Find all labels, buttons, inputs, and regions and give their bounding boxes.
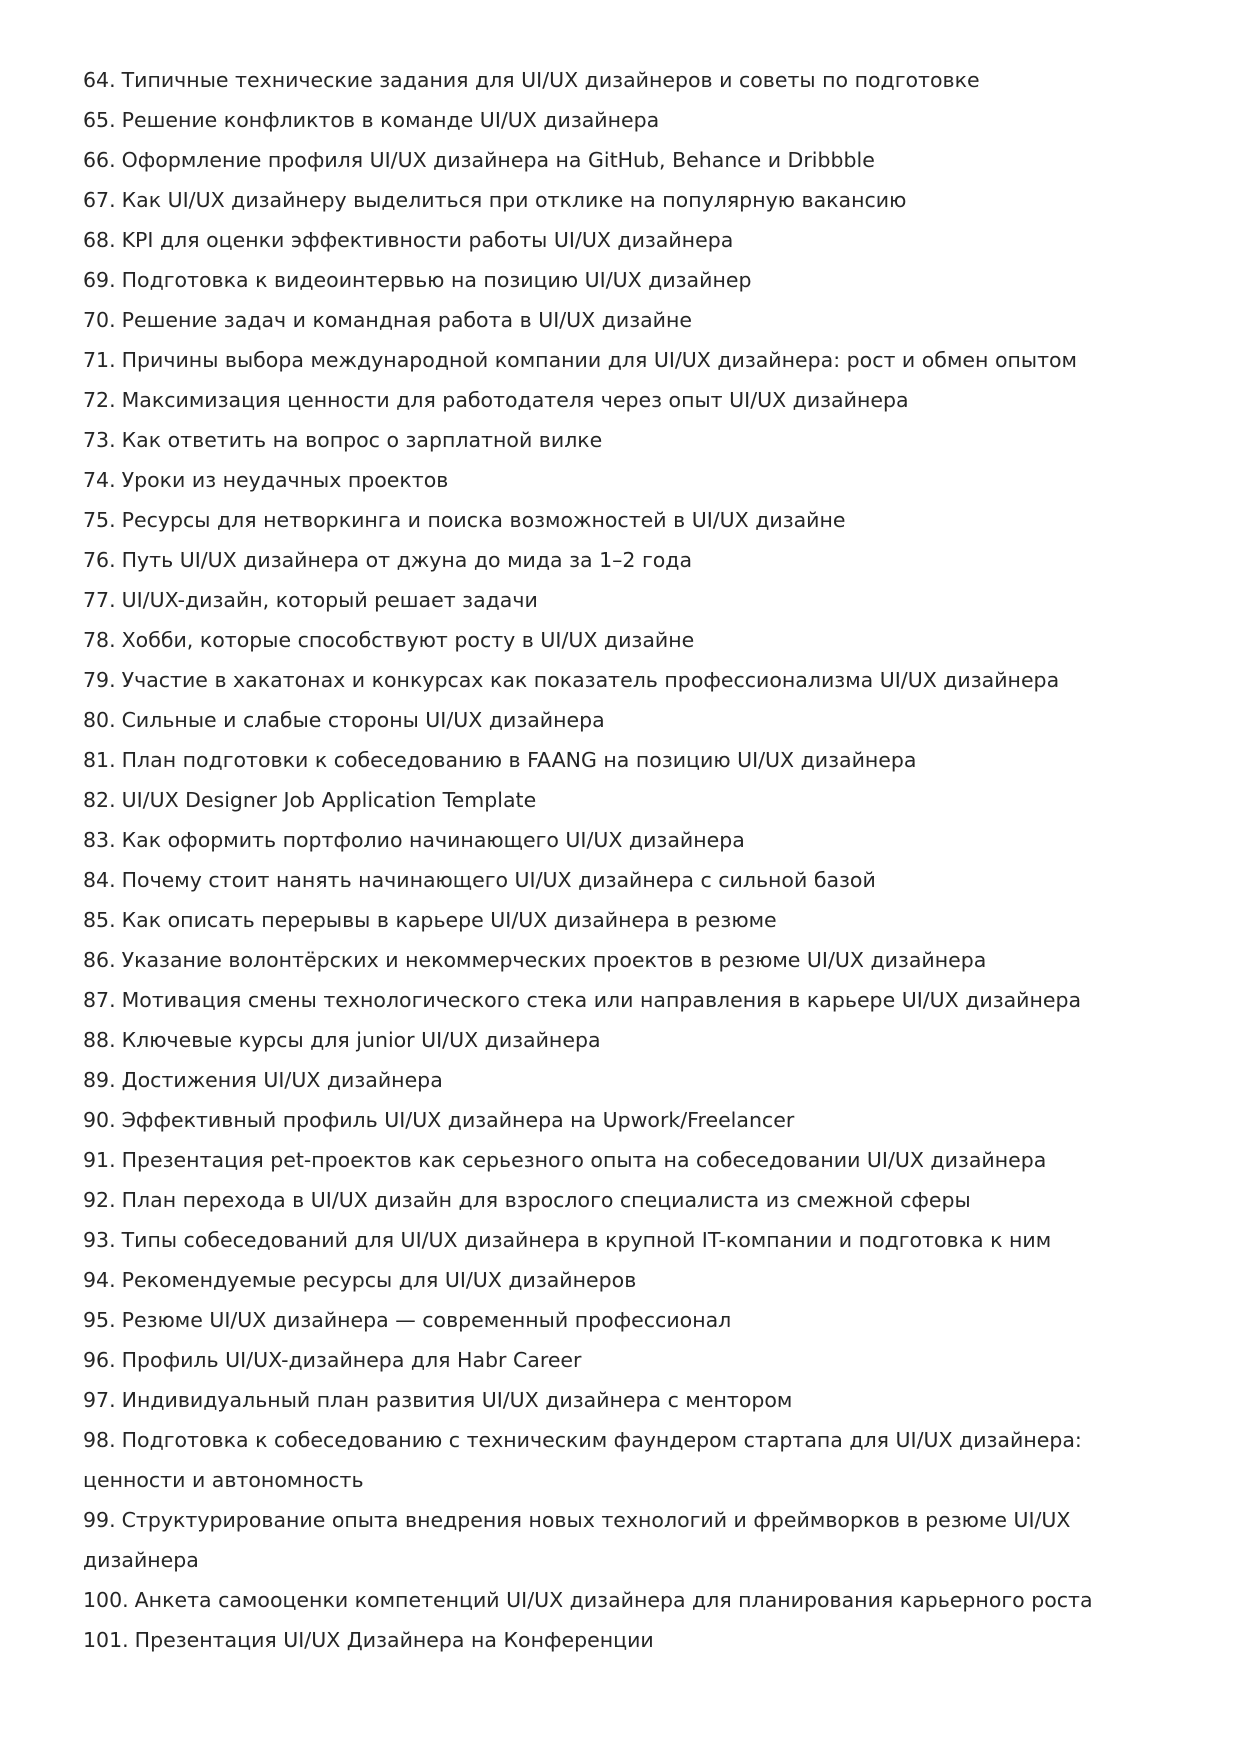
item-number: 68. (83, 228, 116, 252)
item-number: 86. (83, 948, 116, 972)
list-item (83, 1260, 1168, 1300)
list-item (83, 260, 1168, 300)
item-number: 73. (83, 428, 116, 452)
list-item (83, 900, 1168, 940)
item-text: Максимизация ценности для работодателя через опыт UI/UX дизайнера (121, 388, 909, 412)
list-item (83, 1380, 1168, 1420)
item-text: Хобби, которые способствуют росту в UI/UX дизайне (121, 628, 695, 652)
item-number: 76. (83, 548, 116, 572)
item-number: 96. (83, 1348, 116, 1372)
list-item (83, 140, 1168, 180)
item-text: UI/UX-дизайн, который решает задачи (121, 588, 538, 612)
list-item (83, 660, 1168, 700)
item-text: Решение конфликтов в команде UI/UX дизайнера (121, 108, 660, 132)
list-item (83, 220, 1168, 260)
item-text: Резюме UI/UX дизайнера — современный профессионал (121, 1308, 732, 1332)
item-number: 93. (83, 1228, 116, 1252)
item-number: 66. (83, 148, 116, 172)
item-number: 87. (83, 988, 116, 1012)
list-item (83, 780, 1168, 820)
item-text: Ключевые курсы для junior UI/UX дизайнера (121, 1028, 601, 1052)
item-number: 92. (83, 1188, 116, 1212)
list-item (83, 1060, 1168, 1100)
item-text: KPI для оценки эффективности работы UI/UX дизайнера (121, 228, 734, 252)
list-item (83, 300, 1168, 340)
list-item (83, 100, 1168, 140)
item-number: 78. (83, 628, 116, 652)
list-item (83, 1620, 1168, 1660)
item-text: Мотивация смены технологического стека или направления в карьере UI/UX дизайнера (121, 988, 1082, 1012)
item-number: 77. (83, 588, 116, 612)
item-number: 70. (83, 308, 116, 332)
item-number: 89. (83, 1068, 116, 1092)
item-text: Типичные технические задания для UI/UX дизайнеров и советы по подготовке (121, 68, 980, 92)
list-item (83, 60, 1168, 100)
item-number: 64. (83, 68, 116, 92)
list-item (83, 1220, 1168, 1260)
item-number: 74. (83, 468, 116, 492)
item-text: Указание волонтёрских и некоммерческих проектов в резюме UI/UX дизайнера (121, 948, 987, 972)
item-number: 67. (83, 188, 116, 212)
item-number: 79. (83, 668, 116, 692)
list-item (83, 380, 1168, 420)
item-text: Решение задач и командная работа в UI/UX дизайне (121, 308, 693, 332)
list-item (83, 1500, 1168, 1580)
list-item (83, 460, 1168, 500)
topic-list (83, 60, 1168, 1660)
item-text: Сильные и слабые стороны UI/UX дизайнера (121, 708, 605, 732)
item-number: 69. (83, 268, 116, 292)
list-item (83, 540, 1168, 580)
item-text: Путь UI/UX дизайнера от джуна до мида за 1–2 года (121, 548, 693, 572)
item-text: Индивидуальный план развития UI/UX дизайнера с ментором (121, 1388, 793, 1412)
item-text: Подготовка к собеседованию с техническим фаундером стартапа для UI/UX дизайнера: ценности и автономность (83, 1428, 1082, 1492)
item-text: Рекомендуемые ресурсы для UI/UX дизайнеров (121, 1268, 637, 1292)
item-text: Как UI/UX дизайнеру выделиться при отклике на популярную вакансию (121, 188, 907, 212)
item-text: Профиль UI/UX-дизайнера для Habr Career (121, 1348, 582, 1372)
list-item (83, 1300, 1168, 1340)
item-number: 99. (83, 1508, 116, 1532)
item-number: 71. (83, 348, 116, 372)
list-item (83, 1180, 1168, 1220)
list-item (83, 1420, 1168, 1500)
list-item (83, 340, 1168, 380)
list-item (83, 820, 1168, 860)
item-number: 91. (83, 1148, 116, 1172)
item-text: Как ответить на вопрос о зарплатной вилке (121, 428, 603, 452)
item-number: 90. (83, 1108, 116, 1132)
item-number: 84. (83, 868, 116, 892)
item-number: 81. (83, 748, 116, 772)
item-text: Ресурсы для нетворкинга и поиска возможностей в UI/UX дизайне (121, 508, 846, 532)
item-number: 94. (83, 1268, 116, 1292)
item-number: 72. (83, 388, 116, 412)
item-text: Почему стоит нанять начинающего UI/UX дизайнера с сильной базой (121, 868, 876, 892)
item-number: 101. (83, 1628, 129, 1652)
list-item (83, 1580, 1168, 1620)
item-number: 75. (83, 508, 116, 532)
item-text: Участие в хакатонах и конкурсах как показатель профессионализма UI/UX дизайнера (121, 668, 1060, 692)
list-item (83, 420, 1168, 460)
item-text: Структурирование опыта внедрения новых технологий и фреймворков в резюме UI/UX дизайнера (83, 1508, 1071, 1572)
item-text: Подготовка к видеоинтервью на позицию UI/UX дизайнер (121, 268, 752, 292)
item-number: 100. (83, 1588, 129, 1612)
list-item (83, 580, 1168, 620)
item-text: Оформление профиля UI/UX дизайнера на GitHub, Behance и Dribbble (121, 148, 875, 172)
item-number: 80. (83, 708, 116, 732)
list-item (83, 620, 1168, 660)
item-text: Типы собеседований для UI/UX дизайнера в крупной IT-компании и подготовка к ним (121, 1228, 1052, 1252)
item-text: Причины выбора международной компании для UI/UX дизайнера: рост и обмен опытом (121, 348, 1078, 372)
item-text: Как оформить портфолио начинающего UI/UX дизайнера (121, 828, 745, 852)
item-text: Уроки из неудачных проектов (121, 468, 449, 492)
list-item (83, 180, 1168, 220)
list-item (83, 500, 1168, 540)
item-text: UI/UX Designer Job Application Template (121, 788, 537, 812)
item-number: 85. (83, 908, 116, 932)
item-number: 97. (83, 1388, 116, 1412)
item-text: Презентация UI/UX Дизайнера на Конференции (134, 1628, 654, 1652)
item-number: 88. (83, 1028, 116, 1052)
item-number: 98. (83, 1428, 116, 1452)
item-number: 82. (83, 788, 116, 812)
list-item (83, 700, 1168, 740)
item-number: 95. (83, 1308, 116, 1332)
item-text: Презентация pet-проектов как серьезного опыта на собеседовании UI/UX дизайнера (121, 1148, 1047, 1172)
list-item (83, 980, 1168, 1020)
list-item (83, 860, 1168, 900)
item-number: 83. (83, 828, 116, 852)
item-text: План перехода в UI/UX дизайн для взрослого специалиста из смежной сферы (121, 1188, 971, 1212)
list-item (83, 740, 1168, 780)
item-text: Анкета самооценки компетенций UI/UX дизайнера для планирования карьерного роста (134, 1588, 1093, 1612)
item-text: Эффективный профиль UI/UX дизайнера на Upwork/Freelancer (121, 1108, 795, 1132)
item-text: Как описать перерывы в карьере UI/UX дизайнера в резюме (121, 908, 777, 932)
list-item (83, 1100, 1168, 1140)
item-text: Достижения UI/UX дизайнера (121, 1068, 443, 1092)
item-number: 65. (83, 108, 116, 132)
list-item (83, 1020, 1168, 1060)
item-text: План подготовки к собеседованию в FAANG на позицию UI/UX дизайнера (121, 748, 917, 772)
list-item (83, 1140, 1168, 1180)
list-item (83, 1340, 1168, 1380)
list-item (83, 940, 1168, 980)
